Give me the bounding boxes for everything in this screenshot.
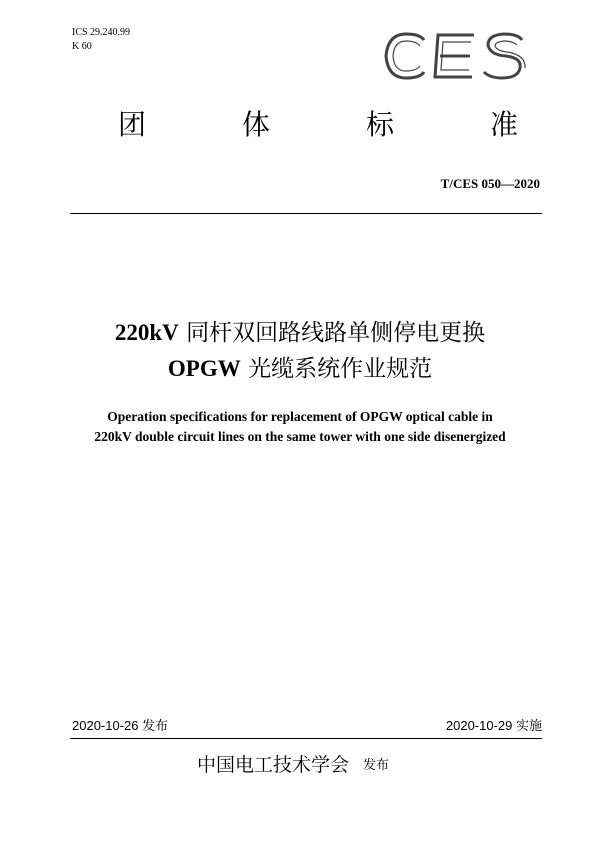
chinese-title-line-1: [0, 317, 600, 349]
title-voltage: 220kV: [114, 320, 179, 345]
chinese-title-line-2: [0, 353, 600, 385]
bottom-divider: [70, 738, 542, 739]
standard-type-char: 团: [118, 108, 147, 141]
standard-type-char: 体: [241, 108, 270, 141]
english-title-line-1: Operation specifications for replacement of OPGW optical cable in: [107, 409, 493, 424]
standard-number: T/CES 050—2020: [440, 176, 540, 191]
ics-code: ICS 29.240.99: [72, 27, 131, 38]
ccs-code: K 60: [72, 41, 92, 52]
standard-type-heading: [118, 107, 518, 143]
title-line-2-text: 光缆系统作业规范: [240, 356, 433, 382]
top-divider: [70, 213, 542, 214]
issue-date: 2020-10-26 发布: [72, 718, 169, 733]
standard-type-char: 准: [489, 108, 518, 141]
publisher: [197, 753, 389, 778]
standard-type-char: 标: [365, 108, 394, 141]
logo-text: CES: [380, 30, 382, 31]
ces-logo: [380, 30, 530, 82]
publisher-action: 发布: [363, 758, 390, 773]
classification-codes: [72, 26, 130, 54]
implement-date: 2020-10-29 实施: [445, 718, 542, 733]
publisher-name: 中国电工技术学会: [197, 754, 350, 776]
english-title-line-2: 220kV double circuit lines on the same tower with one side disenergized: [94, 429, 506, 444]
title-line-1-text: 同杆双回路线路单侧停电更换: [178, 320, 486, 346]
title-opgw: OPGW: [167, 356, 241, 381]
